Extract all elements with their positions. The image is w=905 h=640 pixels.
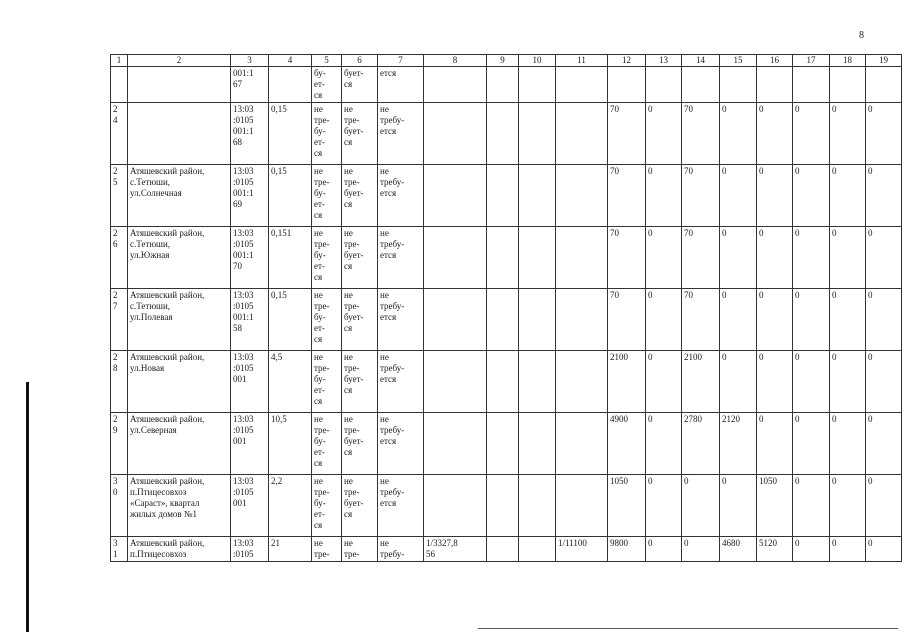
table-cell: не требу- ется (378, 165, 424, 227)
table-cell: 0 (757, 289, 793, 351)
table-cell: 0 (646, 537, 682, 562)
table-cell (487, 289, 519, 351)
table-cell (556, 103, 608, 165)
table-cell (519, 351, 556, 413)
table-cell: 4,5 (269, 351, 312, 413)
table-cell (556, 165, 608, 227)
table-cell (519, 103, 556, 165)
table-cell: 2 8 (111, 351, 128, 413)
table-cell: не требу- ется (378, 351, 424, 413)
table-cell: не тре- бует- ся (342, 351, 378, 413)
column-header: 8 (424, 55, 487, 67)
table-cell (128, 103, 231, 165)
table-cell: 0 (830, 537, 866, 562)
column-header: 2 (128, 55, 231, 67)
table-cell (424, 165, 487, 227)
table-cell: не тре- бу- ет- ся (312, 475, 342, 537)
table-cell: не тре- бует- ся (342, 289, 378, 351)
table-cell: Атяшевский район, с.Тетюши, ул.Солнечная (128, 165, 231, 227)
table-cell: 2100 (682, 351, 720, 413)
table-cell: 2 4 (111, 103, 128, 165)
table-cell: 0 (830, 475, 866, 537)
column-header: 5 (312, 55, 342, 67)
table-cell: 0 (720, 165, 757, 227)
table-cell (424, 289, 487, 351)
column-header: 1 (111, 55, 128, 67)
table-cell: не требу- (378, 537, 424, 562)
table-cell (424, 351, 487, 413)
table-cell: 0 (830, 351, 866, 413)
table-cell: 0 (830, 227, 866, 289)
table-cell: 0 (866, 165, 902, 227)
table-cell: не тре- (312, 537, 342, 562)
table-row (111, 103, 902, 165)
table-cell: 0 (866, 103, 902, 165)
table-cell: Атяшевский район, ул.Северная (128, 413, 231, 475)
table-cell: бу- ет- ся (312, 67, 342, 103)
table-cell: 0 (793, 227, 830, 289)
table-cell: 21 (269, 537, 312, 562)
table-cell: не тре- бу- ет- ся (312, 227, 342, 289)
table-row (111, 289, 902, 351)
table-cell: 0 (646, 289, 682, 351)
table-cell: 13:03 :0105 (231, 537, 269, 562)
table-cell: ется (378, 67, 424, 103)
table-cell: не тре- бует- ся (342, 103, 378, 165)
table-cell (519, 537, 556, 562)
table-cell (556, 475, 608, 537)
table-cell: 0 (720, 289, 757, 351)
table-cell (487, 103, 519, 165)
table-cell: 0 (757, 413, 793, 475)
table-cell: 0,15 (269, 103, 312, 165)
column-header: 13 (646, 55, 682, 67)
table-cell: не тре- (342, 537, 378, 562)
table-row (111, 537, 902, 562)
table-cell: 1050 (757, 475, 793, 537)
table-cell: 0 (866, 351, 902, 413)
table-cell: 0 (720, 103, 757, 165)
table-cell (556, 413, 608, 475)
table-cell: 0 (793, 475, 830, 537)
table-cell: 0 (793, 289, 830, 351)
table-cell: 0 (646, 165, 682, 227)
table-row (111, 413, 902, 475)
table-cell (111, 67, 128, 103)
table-cell: 0,15 (269, 289, 312, 351)
table-cell (608, 67, 646, 103)
table-cell: не тре- бу- ет- ся (312, 351, 342, 413)
table-cell: 0 (866, 413, 902, 475)
table-cell (556, 351, 608, 413)
table-cell: 0 (646, 103, 682, 165)
table-cell: 2 9 (111, 413, 128, 475)
table-cell: 70 (608, 289, 646, 351)
table-cell: 0 (830, 413, 866, 475)
table-cell: 0 (646, 475, 682, 537)
table-cell: 001:1 67 (231, 67, 269, 103)
table-cell (682, 67, 720, 103)
header-row (111, 55, 902, 67)
table-cell (487, 413, 519, 475)
table-cell (487, 165, 519, 227)
column-header: 14 (682, 55, 720, 67)
table-cell: 4680 (720, 537, 757, 562)
table-cell: 2780 (682, 413, 720, 475)
table-cell (424, 227, 487, 289)
table-cell: 2100 (608, 351, 646, 413)
table-cell (269, 67, 312, 103)
table-cell (519, 413, 556, 475)
column-header: 12 (608, 55, 646, 67)
table-cell (519, 165, 556, 227)
table-cell: 70 (682, 289, 720, 351)
table-cell: Атяшевский район, с.Тетюши, ул.Южная (128, 227, 231, 289)
column-header: 10 (519, 55, 556, 67)
table-cell: 2 6 (111, 227, 128, 289)
table-cell: 4900 (608, 413, 646, 475)
table-cell: 5120 (757, 537, 793, 562)
table-cell: 0 (682, 475, 720, 537)
table-cell: 0 (866, 289, 902, 351)
table-cell: 0 (720, 227, 757, 289)
table-cell: 0 (720, 351, 757, 413)
table-cell: 0 (866, 227, 902, 289)
table-cell: Атяшевский район, ул.Новая (128, 351, 231, 413)
table-cell: 70 (682, 165, 720, 227)
column-header: 7 (378, 55, 424, 67)
table-cell: не тре- бу- ет- ся (312, 103, 342, 165)
table-cell: Атяшевский район, п.Птицесовхоз «Сараст», квартал жилых домов №1 (128, 475, 231, 537)
table-cell: 0 (646, 227, 682, 289)
table-cell (866, 67, 902, 103)
table-cell: 3 1 (111, 537, 128, 562)
table-cell (424, 413, 487, 475)
table-cell (487, 537, 519, 562)
table-cell: 1/3327,8 56 (424, 537, 487, 562)
column-header: 11 (556, 55, 608, 67)
table-cell: 0 (757, 227, 793, 289)
table-cell (424, 103, 487, 165)
table-cell: 0 (720, 475, 757, 537)
table-cell: 13:03 :0105 001:1 69 (231, 165, 269, 227)
table-cell: 0 (866, 537, 902, 562)
table-cell: не требу- ется (378, 413, 424, 475)
table-cell: не требу- ется (378, 103, 424, 165)
table-cell: 13:03 :0105 001:1 68 (231, 103, 269, 165)
table-cell (793, 67, 830, 103)
table-cell: бует- ся (342, 67, 378, 103)
table-cell (487, 67, 519, 103)
table-cell: 70 (608, 227, 646, 289)
table-cell: не тре- бует- ся (342, 475, 378, 537)
table-cell: 70 (608, 165, 646, 227)
table-cell: 2,2 (269, 475, 312, 537)
table-cell (757, 67, 793, 103)
table-cell: не тре- бу- ет- ся (312, 289, 342, 351)
table-cell (519, 475, 556, 537)
table-cell (519, 289, 556, 351)
page-number: 8 (859, 30, 864, 41)
table-cell: 0 (793, 351, 830, 413)
table-cell: не требу- ется (378, 475, 424, 537)
column-header: 4 (269, 55, 312, 67)
table-cell: 70 (682, 103, 720, 165)
table-cell (487, 351, 519, 413)
table-cell (487, 475, 519, 537)
table-cell: не требу- ется (378, 227, 424, 289)
table-cell: 0,151 (269, 227, 312, 289)
column-header: 19 (866, 55, 902, 67)
table-cell: 9800 (608, 537, 646, 562)
table-cell: Атяшевский район, п.Птицесовхоз (128, 537, 231, 562)
table-cell (519, 227, 556, 289)
table-cell: не тре- бу- ет- ся (312, 413, 342, 475)
table-cell: не требу- ется (378, 289, 424, 351)
table-cell: 2120 (720, 413, 757, 475)
table-cell: 0 (682, 537, 720, 562)
data-table (110, 54, 902, 562)
table-cell (424, 475, 487, 537)
table-cell: 3 0 (111, 475, 128, 537)
table-cell: не тре- бует- ся (342, 165, 378, 227)
table-cell: 0 (866, 475, 902, 537)
column-header: 16 (757, 55, 793, 67)
column-header: 15 (720, 55, 757, 67)
table-cell: 0,15 (269, 165, 312, 227)
table-cell (830, 67, 866, 103)
table-cell: 0 (757, 103, 793, 165)
table-cell: 13:03 :0105 001 (231, 475, 269, 537)
table-cell: не тре- бует- ся (342, 413, 378, 475)
table-cell: 2 5 (111, 165, 128, 227)
table-cell: 0 (793, 103, 830, 165)
table-cell: 0 (646, 413, 682, 475)
table-cell: 0 (830, 289, 866, 351)
table-cell: 70 (682, 227, 720, 289)
table-row (111, 165, 902, 227)
table-cell: 0 (646, 351, 682, 413)
column-header: 9 (487, 55, 519, 67)
table-cell: 0 (830, 103, 866, 165)
table-cell: 0 (830, 165, 866, 227)
table-cell: 0 (793, 413, 830, 475)
table-cell (128, 67, 231, 103)
table-cell (720, 67, 757, 103)
table-cell: 0 (793, 537, 830, 562)
table-cell: 0 (757, 351, 793, 413)
table-cell: 0 (793, 165, 830, 227)
table-cell: не тре- бует- ся (342, 227, 378, 289)
column-header: 3 (231, 55, 269, 67)
table-cell: 2 7 (111, 289, 128, 351)
table-row (111, 67, 902, 103)
table-row (111, 475, 902, 537)
table-cell: 10,5 (269, 413, 312, 475)
table-row (111, 227, 902, 289)
table-cell: 13:03 :0105 001 (231, 351, 269, 413)
table-cell: 1/11100 (556, 537, 608, 562)
table-cell (556, 67, 608, 103)
table-cell (556, 289, 608, 351)
table-cell: Атяшевский район, с.Тетюши, ул.Полевая (128, 289, 231, 351)
table-cell (424, 67, 487, 103)
table-row (111, 351, 902, 413)
table-cell: 70 (608, 103, 646, 165)
column-header: 17 (793, 55, 830, 67)
table-cell: 13:03 :0105 001:1 58 (231, 289, 269, 351)
table-cell: 13:03 :0105 001 (231, 413, 269, 475)
table-cell (646, 67, 682, 103)
scan-margin-bar (26, 382, 29, 632)
table-cell: 1050 (608, 475, 646, 537)
table-cell (487, 227, 519, 289)
table-cell: 13:03 :0105 001:1 70 (231, 227, 269, 289)
table-cell: 0 (757, 165, 793, 227)
column-header: 6 (342, 55, 378, 67)
table-cell: не тре- бу- ет- ся (312, 165, 342, 227)
table-cell (519, 67, 556, 103)
column-header: 18 (830, 55, 866, 67)
page-bottom-line (478, 628, 898, 629)
table-cell (556, 227, 608, 289)
